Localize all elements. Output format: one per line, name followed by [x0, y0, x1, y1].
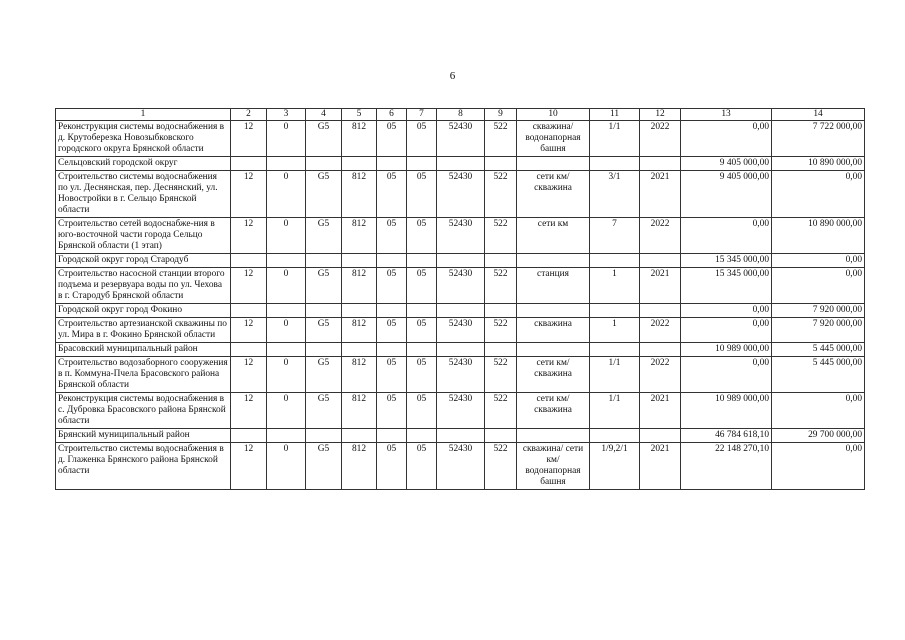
table-cell: 05 — [377, 171, 407, 218]
empty-cell — [640, 429, 681, 443]
empty-cell — [517, 157, 590, 171]
empty-cell — [640, 304, 681, 318]
table-cell: 522 — [485, 171, 517, 218]
table-cell: 0,00 — [772, 393, 865, 429]
empty-cell — [485, 343, 517, 357]
empty-cell — [590, 254, 640, 268]
table-cell: 52430 — [437, 171, 485, 218]
empty-cell — [517, 254, 590, 268]
subtotal-row — [56, 157, 865, 171]
subtotal-2021-cell: 46 784 618,10 — [681, 429, 772, 443]
table-cell: 52430 — [437, 443, 485, 490]
project-name-cell: Строительство системы водоснабжения по ул. Деснянская, пер. Деснянский, ул. Новостройки в г. Сельцо Брянской области — [56, 171, 231, 218]
table-cell: скважина — [517, 318, 590, 343]
column-header-4: 4 — [306, 109, 342, 121]
table-cell: 522 — [485, 268, 517, 304]
table-cell: 812 — [342, 393, 377, 429]
table-cell: 812 — [342, 171, 377, 218]
table-cell: 0,00 — [772, 171, 865, 218]
empty-cell — [342, 254, 377, 268]
table-cell: 0,00 — [772, 268, 865, 304]
empty-cell — [377, 254, 407, 268]
table-cell: 05 — [407, 171, 437, 218]
table-cell: 12 — [231, 393, 267, 429]
district-name-cell: Городской округ город Стародуб — [56, 254, 231, 268]
table-cell: 05 — [377, 357, 407, 393]
empty-cell — [517, 343, 590, 357]
empty-cell — [437, 429, 485, 443]
table-cell: 05 — [377, 443, 407, 490]
subtotal-2021-cell: 9 405 000,00 — [681, 157, 772, 171]
subtotal-2022-cell: 7 920 000,00 — [772, 304, 865, 318]
column-header-2: 2 — [231, 109, 267, 121]
column-header-10: 10 — [517, 109, 590, 121]
table-cell: сети км/ скважина — [517, 357, 590, 393]
table-cell: 05 — [407, 357, 437, 393]
table-cell: 0 — [267, 318, 306, 343]
empty-cell — [306, 254, 342, 268]
table-cell: 1/1 — [590, 393, 640, 429]
subtotal-2022-cell: 10 890 000,00 — [772, 157, 865, 171]
table-cell: 0 — [267, 357, 306, 393]
empty-cell — [342, 429, 377, 443]
table-cell: 7 — [590, 218, 640, 254]
empty-cell — [267, 343, 306, 357]
subtotal-2021-cell: 10 989 000,00 — [681, 343, 772, 357]
table-cell: 12 — [231, 318, 267, 343]
subtotal-2021-cell: 0,00 — [681, 304, 772, 318]
table-cell: сети км/ скважина — [517, 171, 590, 218]
table-cell: 22 148 270,10 — [681, 443, 772, 490]
column-header-7: 7 — [407, 109, 437, 121]
empty-cell — [377, 429, 407, 443]
table-cell: 1/1 — [590, 121, 640, 157]
empty-cell — [485, 157, 517, 171]
column-header-13: 13 — [681, 109, 772, 121]
table-cell: 2022 — [640, 218, 681, 254]
table-cell: 522 — [485, 443, 517, 490]
table-cell: 0 — [267, 268, 306, 304]
table-cell: G5 — [306, 318, 342, 343]
empty-cell — [231, 254, 267, 268]
table-cell: 12 — [231, 443, 267, 490]
empty-cell — [231, 429, 267, 443]
empty-cell — [407, 429, 437, 443]
district-name-cell: Сельцовский городской округ — [56, 157, 231, 171]
table-cell: 522 — [485, 318, 517, 343]
column-header-5: 5 — [342, 109, 377, 121]
table-cell: 05 — [407, 393, 437, 429]
table-cell: 15 345 000,00 — [681, 268, 772, 304]
empty-cell — [640, 254, 681, 268]
table-cell: 0 — [267, 218, 306, 254]
subtotal-row — [56, 304, 865, 318]
district-name-cell: Городской округ город Фокино — [56, 304, 231, 318]
empty-cell — [231, 304, 267, 318]
table-cell: 522 — [485, 393, 517, 429]
empty-cell — [377, 157, 407, 171]
empty-cell — [342, 304, 377, 318]
empty-cell — [485, 304, 517, 318]
table-cell: G5 — [306, 218, 342, 254]
project-row — [56, 318, 865, 343]
project-name-cell: Строительство сетей водоснабже-ния в юго-восточной части города Сельцо Брянской области (1 этап) — [56, 218, 231, 254]
table-cell: 12 — [231, 357, 267, 393]
empty-cell — [590, 343, 640, 357]
header-row — [56, 109, 865, 121]
page-number: 6 — [449, 70, 456, 82]
project-row — [56, 393, 865, 429]
project-name-cell: Строительство артезианской скважины по ул. Мира в г. Фокино Брянской области — [56, 318, 231, 343]
column-header-6: 6 — [377, 109, 407, 121]
empty-cell — [437, 254, 485, 268]
table-cell: 0 — [267, 393, 306, 429]
table-cell: 05 — [407, 268, 437, 304]
table-cell: 2021 — [640, 393, 681, 429]
table-cell: сети км/ скважина — [517, 393, 590, 429]
table-cell: 12 — [231, 171, 267, 218]
empty-cell — [267, 157, 306, 171]
empty-cell — [377, 343, 407, 357]
table-cell: G5 — [306, 393, 342, 429]
empty-cell — [437, 157, 485, 171]
table-cell: 52430 — [437, 218, 485, 254]
empty-cell — [437, 304, 485, 318]
table-cell: 05 — [377, 268, 407, 304]
project-row — [56, 268, 865, 304]
table-cell: сети км — [517, 218, 590, 254]
empty-cell — [267, 304, 306, 318]
table-cell: 52430 — [437, 318, 485, 343]
empty-cell — [231, 343, 267, 357]
table-cell: 3/1 — [590, 171, 640, 218]
project-row — [56, 171, 865, 218]
empty-cell — [590, 304, 640, 318]
subtotal-row — [56, 429, 865, 443]
empty-cell — [590, 429, 640, 443]
table-cell: 0,00 — [681, 318, 772, 343]
table-cell: 2022 — [640, 318, 681, 343]
table-cell: 52430 — [437, 393, 485, 429]
table-cell: 2021 — [640, 268, 681, 304]
table-cell: 5 445 000,00 — [772, 357, 865, 393]
table-cell: 52430 — [437, 268, 485, 304]
table-cell: 522 — [485, 121, 517, 157]
project-name-cell: Строительство системы водоснабжения в д. Глаженка Брянского района Брянской области — [56, 443, 231, 490]
table-cell: 12 — [231, 268, 267, 304]
empty-cell — [407, 343, 437, 357]
empty-cell — [342, 157, 377, 171]
subtotal-row — [56, 254, 865, 268]
subtotal-2022-cell: 5 445 000,00 — [772, 343, 865, 357]
empty-cell — [342, 343, 377, 357]
table-cell: 7 920 000,00 — [772, 318, 865, 343]
column-header-11: 11 — [590, 109, 640, 121]
table-cell: 812 — [342, 218, 377, 254]
project-row — [56, 121, 865, 157]
empty-cell — [640, 157, 681, 171]
empty-cell — [231, 157, 267, 171]
table-cell: 52430 — [437, 357, 485, 393]
empty-cell — [517, 429, 590, 443]
column-header-3: 3 — [267, 109, 306, 121]
table-cell: 0,00 — [681, 357, 772, 393]
table-cell: 0 — [267, 171, 306, 218]
project-row — [56, 218, 865, 254]
empty-cell — [407, 157, 437, 171]
table-cell: 812 — [342, 357, 377, 393]
table-cell: G5 — [306, 357, 342, 393]
table-cell: 522 — [485, 357, 517, 393]
project-name-cell: Строительство водозаборного сооружения в п. Коммуна-Пчела Брасовского района Брянской области — [56, 357, 231, 393]
table-cell: G5 — [306, 268, 342, 304]
table-cell: 05 — [377, 318, 407, 343]
table-cell: 05 — [407, 218, 437, 254]
empty-cell — [377, 304, 407, 318]
column-header-9: 9 — [485, 109, 517, 121]
table-cell: 05 — [407, 121, 437, 157]
table-cell: 10 890 000,00 — [772, 218, 865, 254]
empty-cell — [306, 304, 342, 318]
table-cell: 1 — [590, 268, 640, 304]
table-cell: 05 — [407, 318, 437, 343]
table-cell: 0,00 — [681, 218, 772, 254]
empty-cell — [407, 254, 437, 268]
table-cell: 12 — [231, 218, 267, 254]
table-cell: 9 405 000,00 — [681, 171, 772, 218]
table-cell: 2021 — [640, 443, 681, 490]
subtotal-row — [56, 343, 865, 357]
empty-cell — [640, 343, 681, 357]
table-cell: скважина/ сети км/ водонапорная башня — [517, 443, 590, 490]
table-cell: скважина/ водонапорная башня — [517, 121, 590, 157]
table-cell: 05 — [377, 218, 407, 254]
district-name-cell: Брасовский муниципальный район — [56, 343, 231, 357]
table-cell: 10 989 000,00 — [681, 393, 772, 429]
empty-cell — [306, 343, 342, 357]
table-cell: 0,00 — [681, 121, 772, 157]
table-cell: 05 — [407, 443, 437, 490]
empty-cell — [485, 429, 517, 443]
table-cell: 2022 — [640, 357, 681, 393]
table-cell: 1/9,2/1 — [590, 443, 640, 490]
table-cell: станция — [517, 268, 590, 304]
column-header-1: 1 — [56, 109, 231, 121]
empty-cell — [485, 254, 517, 268]
column-header-14: 14 — [772, 109, 865, 121]
table-cell: 2022 — [640, 121, 681, 157]
table-cell: 0 — [267, 121, 306, 157]
empty-cell — [407, 304, 437, 318]
table-cell: 2021 — [640, 171, 681, 218]
table-cell: 7 722 000,00 — [772, 121, 865, 157]
table-cell: 812 — [342, 268, 377, 304]
project-row — [56, 357, 865, 393]
table-cell: 1/1 — [590, 357, 640, 393]
project-name-cell: Реконструкция системы водоснабжения в д. Крутоберезка Новозыбковского городского округа Брянской области — [56, 121, 231, 157]
empty-cell — [437, 343, 485, 357]
subtotal-2022-cell: 29 700 000,00 — [772, 429, 865, 443]
table-cell: 1 — [590, 318, 640, 343]
subtotal-2021-cell: 15 345 000,00 — [681, 254, 772, 268]
table-cell: 0 — [267, 443, 306, 490]
empty-cell — [590, 157, 640, 171]
empty-cell — [306, 157, 342, 171]
table-cell: G5 — [306, 121, 342, 157]
empty-cell — [267, 254, 306, 268]
table-cell: 52430 — [437, 121, 485, 157]
budget-table — [55, 108, 865, 490]
empty-cell — [306, 429, 342, 443]
empty-cell — [517, 304, 590, 318]
table-cell: 812 — [342, 443, 377, 490]
district-name-cell: Брянский муниципальный район — [56, 429, 231, 443]
table-cell: 812 — [342, 318, 377, 343]
table-cell: 05 — [377, 121, 407, 157]
empty-cell — [267, 429, 306, 443]
table-cell: 05 — [377, 393, 407, 429]
column-header-12: 12 — [640, 109, 681, 121]
table-cell: 812 — [342, 121, 377, 157]
subtotal-2022-cell: 0,00 — [772, 254, 865, 268]
project-row — [56, 443, 865, 490]
table-cell: G5 — [306, 171, 342, 218]
table-cell: 12 — [231, 121, 267, 157]
project-name-cell: Строительство насосной станции второго подъема и резервуара воды по ул. Чехова в г. Стародуб Брянской области — [56, 268, 231, 304]
table-cell: G5 — [306, 443, 342, 490]
table-cell: 522 — [485, 218, 517, 254]
table-cell: 0,00 — [772, 443, 865, 490]
column-header-8: 8 — [437, 109, 485, 121]
project-name-cell: Реконструкция системы водоснабжения в с. Дубровка Брасовского района Брянской области — [56, 393, 231, 429]
